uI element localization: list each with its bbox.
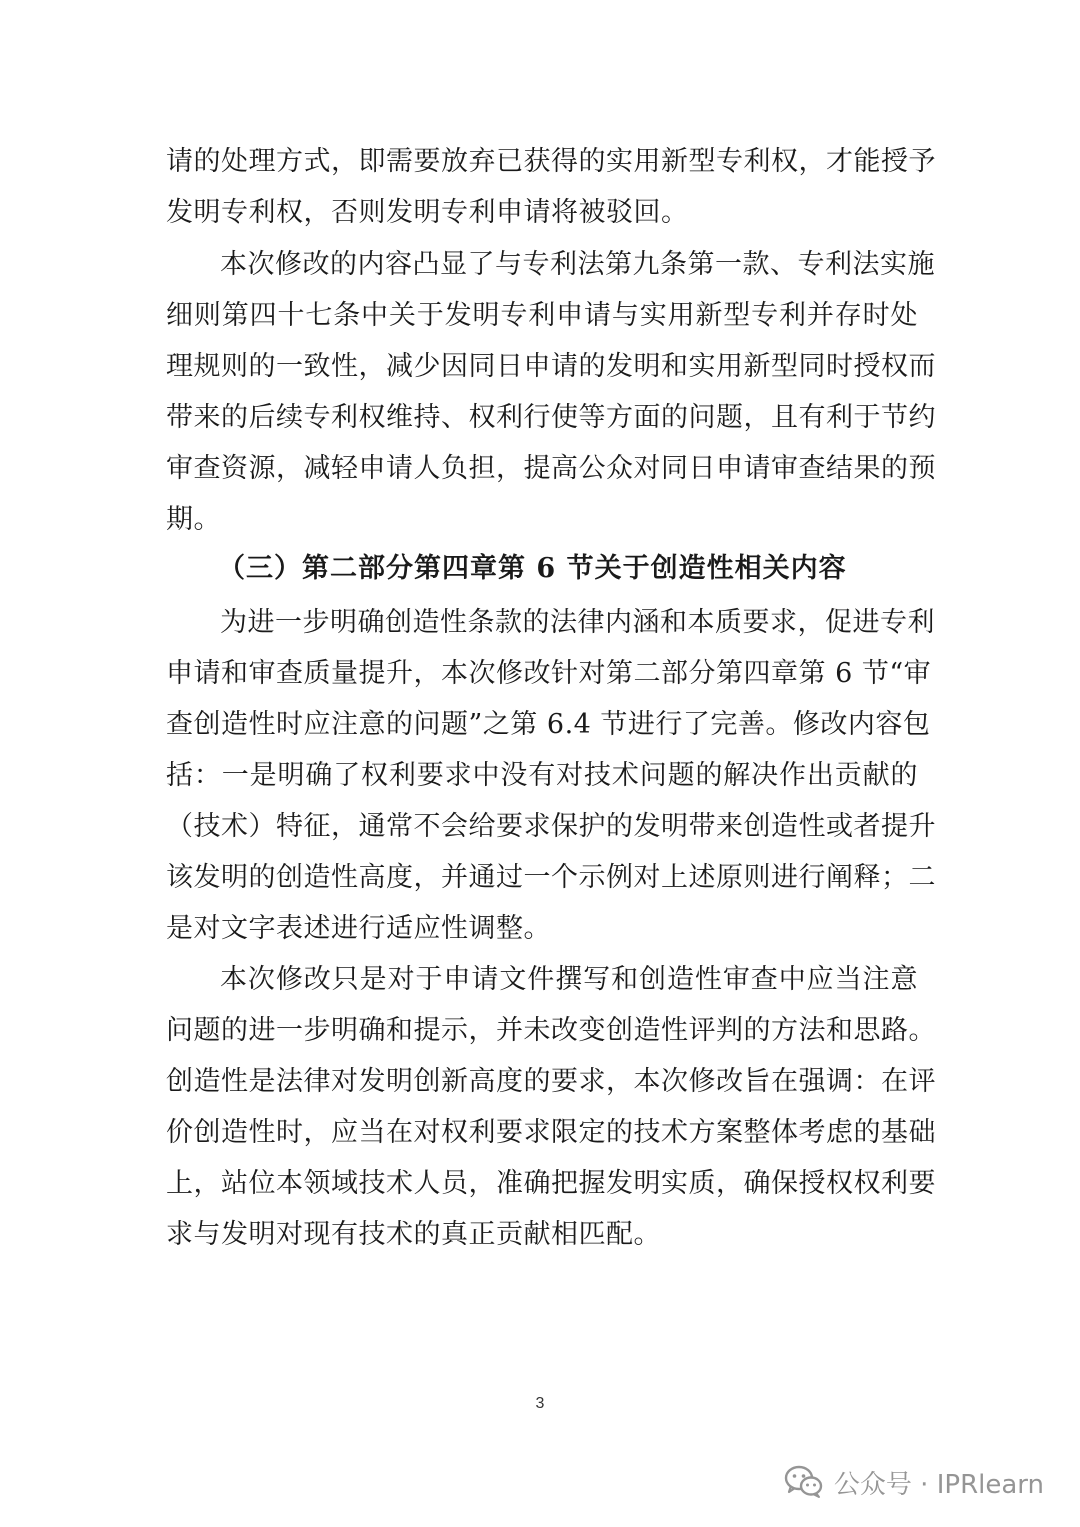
- paragraph-line: 括：一是明确了权利要求中没有对技术问题的解决作出贡献的: [166, 760, 918, 791]
- paragraph-line: 创造性是法律对发明创新高度的要求，本次修改旨在强调：在评: [166, 1066, 936, 1097]
- paragraph-line: （技术）特征，通常不会给要求保护的发明带来创造性或者提升: [166, 811, 936, 842]
- paragraph-line: 申请和审查质量提升，本次修改针对第二部分第四章第 6 节“审: [166, 658, 932, 689]
- paragraph-line: 该发明的创造性高度，并通过一个示例对上述原则进行阐释；二: [166, 862, 936, 893]
- paragraph-line: 理规则的一致性，减少因同日申请的发明和实用新型同时授权而: [166, 351, 936, 382]
- wechat-icon: [784, 1465, 824, 1499]
- paragraph-line: 发明专利权，否则发明专利申请将被驳回。: [166, 197, 689, 228]
- paragraph-line: 带来的后续专利权维持、权利行使等方面的问题，且有利于节约: [166, 402, 936, 433]
- paragraph-line: 上，站位本领域技术人员，准确把握发明实质，确保授权权利要: [166, 1168, 936, 1199]
- watermark: [784, 1460, 1044, 1504]
- paragraph-line: 本次修改只是对于申请文件撰写和创造性审查中应当注意: [220, 964, 918, 995]
- paragraph-line: 查创造性时应注意的问题”之第 6.4 节进行了完善。修改内容包: [166, 709, 931, 740]
- section-heading: （三）第二部分第四章第 6 节关于创造性相关内容: [218, 553, 847, 584]
- paragraph-line: 请的处理方式，即需要放弃已获得的实用新型专利权，才能授予: [166, 146, 936, 177]
- page-number: 3: [535, 1395, 545, 1412]
- paragraph-line: 价创造性时，应当在对权利要求限定的技术方案整体考虑的基础: [166, 1117, 936, 1148]
- paragraph-line: 审查资源，减轻申请人负担，提高公众对同日申请审查结果的预: [166, 453, 936, 484]
- paragraph-line: 求与发明对现有技术的真正贡献相匹配。: [166, 1219, 661, 1250]
- watermark-text: 公众号 · IPRlearn: [833, 1469, 1044, 1500]
- paragraph-line: 为进一步明确创造性条款的法律内涵和本质要求，促进专利: [220, 607, 935, 638]
- paragraph-line: 细则第四十七条中关于发明专利申请与实用新型专利并存时处: [166, 300, 918, 331]
- paragraph-line: 期。: [166, 504, 221, 535]
- paragraph-line: 本次修改的内容凸显了与专利法第九条第一款、专利法实施: [220, 249, 935, 280]
- paragraph-line: 是对文字表述进行适应性调整。: [166, 913, 551, 944]
- paragraph-line: 问题的进一步明确和提示，并未改变创造性评判的方法和思路。: [166, 1015, 936, 1046]
